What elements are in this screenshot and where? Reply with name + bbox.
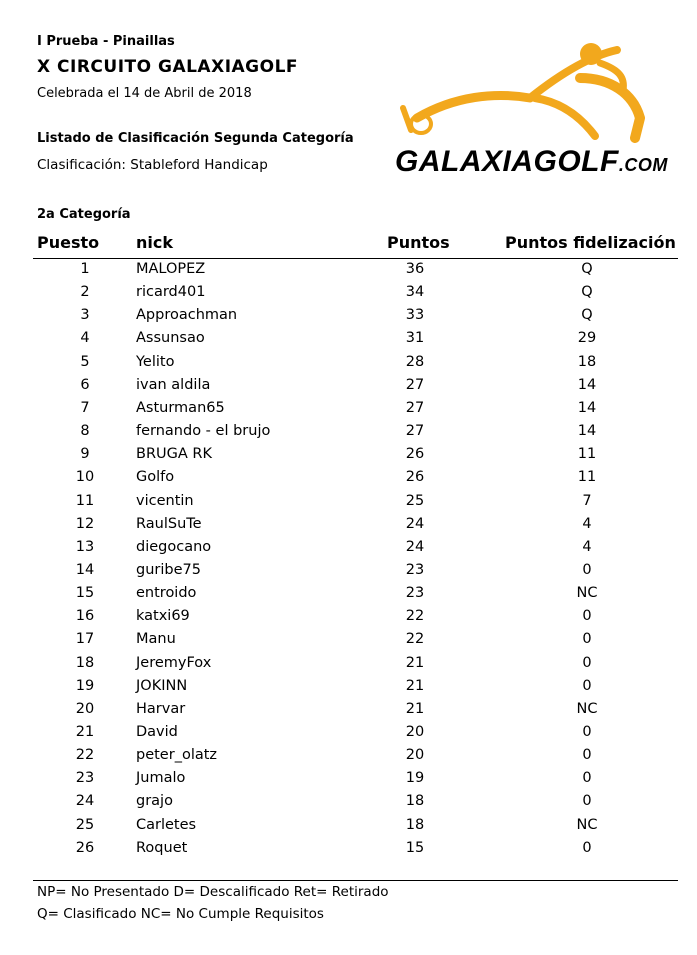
- position-cell: 26: [75, 839, 95, 856]
- table-row: [33, 607, 678, 630]
- position-cell: 20: [75, 700, 95, 717]
- category-label: 2a Categoría: [37, 207, 131, 222]
- table-row: [33, 468, 678, 491]
- table-row: [33, 792, 678, 815]
- loyalty-points-cell: 14: [577, 376, 597, 393]
- golfer-head-icon: [580, 43, 602, 65]
- nick-cell: Carletes: [136, 816, 197, 833]
- position-cell: 25: [75, 816, 95, 833]
- position-cell: 3: [80, 307, 90, 324]
- loyalty-points-cell: 29: [577, 330, 597, 347]
- points-cell: 23: [405, 561, 425, 578]
- nick-cell: David: [136, 724, 178, 740]
- golfer-swing-graphic: [403, 50, 640, 138]
- points-cell: 34: [405, 284, 425, 301]
- nick-cell: BRUGA RK: [136, 446, 212, 463]
- nick-cell: grajo: [136, 793, 173, 810]
- logo-wordmark: GALAXIAGOLF.COM: [395, 145, 668, 178]
- table-row: [33, 723, 678, 746]
- points-cell: 27: [405, 423, 425, 440]
- position-cell: 17: [75, 631, 95, 648]
- points-cell: 20: [405, 747, 425, 764]
- table-row: [33, 654, 678, 677]
- galaxiagolf-logo: [395, 38, 670, 188]
- position-cell: 22: [75, 747, 95, 764]
- loyalty-points-cell: 18: [577, 353, 597, 370]
- table-row: [33, 399, 678, 422]
- position-cell: 23: [75, 770, 95, 787]
- legend-line-2: Q= Clasificado NC= No Cumple Requisitos: [37, 906, 324, 922]
- loyalty-points-cell: 11: [577, 469, 597, 486]
- position-cell: 2: [80, 284, 90, 301]
- event-title: I Prueba - Pinaillas: [37, 34, 175, 49]
- loyalty-points-cell: 0: [582, 839, 592, 856]
- loyalty-points-cell: Q: [581, 307, 593, 324]
- position-cell: 18: [75, 654, 95, 671]
- points-cell: 26: [405, 469, 425, 486]
- table-row: [33, 422, 678, 445]
- loyalty-points-cell: 4: [582, 515, 592, 532]
- table-row: [33, 376, 678, 399]
- position-cell: 8: [80, 423, 90, 440]
- table-row: [33, 260, 678, 283]
- loyalty-points-cell: 11: [577, 446, 597, 463]
- points-cell: 22: [405, 608, 425, 625]
- table-row: [33, 584, 678, 607]
- listing-title: Listado de Clasificación Segunda Categoría: [37, 131, 354, 146]
- position-cell: 1: [80, 261, 90, 277]
- nick-cell: Roquet: [136, 839, 188, 856]
- loyalty-points-cell: 0: [582, 770, 592, 787]
- nick-cell: Assunsao: [136, 330, 205, 347]
- points-cell: 27: [405, 399, 425, 416]
- points-cell: 25: [405, 492, 425, 509]
- position-cell: 21: [75, 724, 95, 740]
- nick-cell: katxi69: [136, 608, 190, 625]
- position-cell: 7: [80, 399, 90, 416]
- table-row: [33, 538, 678, 561]
- points-cell: 27: [405, 376, 425, 393]
- position-cell: 9: [80, 446, 90, 463]
- points-cell: 21: [405, 654, 425, 671]
- points-cell: 20: [405, 724, 425, 740]
- circuit-title: X CIRCUITO GALAXIAGOLF: [37, 57, 299, 77]
- position-cell: 4: [80, 330, 90, 347]
- loyalty-points-cell: Q: [581, 261, 593, 277]
- nick-cell: ivan aldila: [136, 376, 211, 393]
- table-row: [33, 630, 678, 653]
- loyalty-points-cell: 14: [577, 423, 597, 440]
- loyalty-points-cell: 14: [577, 399, 597, 416]
- table-row: [33, 816, 678, 839]
- position-cell: 14: [75, 561, 95, 578]
- points-cell: 24: [405, 515, 425, 532]
- points-cell: 22: [405, 631, 425, 648]
- points-cell: 24: [405, 538, 425, 555]
- points-cell: 23: [405, 585, 425, 602]
- table-row: [33, 839, 678, 862]
- col-header-loyalty: Puntos fidelización: [505, 233, 676, 252]
- points-cell: 33: [405, 307, 425, 324]
- nick-cell: ricard401: [136, 284, 206, 301]
- nick-cell: JeremyFox: [136, 654, 212, 671]
- nick-cell: fernando - el brujo: [136, 423, 271, 440]
- nick-cell: entroido: [136, 585, 197, 602]
- table-row: [33, 283, 678, 306]
- loyalty-points-cell: NC: [576, 585, 598, 602]
- table-row: [33, 515, 678, 538]
- nick-cell: guribe75: [136, 561, 201, 578]
- header-divider: [33, 258, 678, 259]
- points-cell: 21: [405, 700, 425, 717]
- points-cell: 19: [405, 770, 425, 787]
- classification-type: Clasificación: Stableford Handicap: [37, 157, 268, 173]
- points-cell: 26: [405, 446, 425, 463]
- loyalty-points-cell: NC: [576, 816, 598, 833]
- table-row: [33, 677, 678, 700]
- position-cell: 6: [80, 376, 90, 393]
- position-cell: 16: [75, 608, 95, 625]
- col-header-pos: Puesto: [37, 233, 100, 252]
- loyalty-points-cell: NC: [576, 700, 598, 717]
- points-cell: 21: [405, 677, 425, 694]
- nick-cell: Asturman65: [136, 399, 225, 416]
- nick-cell: Golfo: [136, 469, 175, 486]
- position-cell: 13: [75, 538, 95, 555]
- loyalty-points-cell: 0: [582, 654, 592, 671]
- legend-line-1: NP= No Presentado D= Descalificado Ret= Retirado: [37, 884, 389, 900]
- position-cell: 5: [80, 353, 90, 370]
- points-cell: 18: [405, 816, 425, 833]
- table-row: [33, 492, 678, 515]
- loyalty-points-cell: 0: [582, 608, 592, 625]
- table-row: [33, 561, 678, 584]
- loyalty-points-cell: 4: [582, 538, 592, 555]
- nick-cell: Harvar: [136, 700, 186, 717]
- nick-cell: RaulSuTe: [136, 515, 202, 532]
- loyalty-points-cell: 0: [582, 631, 592, 648]
- points-cell: 18: [405, 793, 425, 810]
- col-header-nick: nick: [136, 233, 173, 252]
- loyalty-points-cell: 7: [582, 492, 592, 509]
- nick-cell: diegocano: [136, 538, 212, 555]
- position-cell: 10: [75, 469, 95, 486]
- nick-cell: vicentin: [136, 492, 194, 509]
- table-row: [33, 306, 678, 329]
- points-cell: 28: [405, 353, 425, 370]
- position-cell: 24: [75, 793, 95, 810]
- table-row: [33, 329, 678, 352]
- nick-cell: MALOPEZ: [136, 261, 206, 277]
- nick-cell: Yelito: [136, 353, 175, 370]
- col-header-points: Puntos: [387, 233, 450, 252]
- nick-cell: JOKINN: [136, 677, 188, 694]
- points-cell: 31: [405, 330, 425, 347]
- nick-cell: Manu: [136, 631, 176, 648]
- points-cell: 15: [405, 839, 425, 856]
- position-cell: 19: [75, 677, 95, 694]
- position-cell: 11: [75, 492, 95, 509]
- table-row: [33, 700, 678, 723]
- nick-cell: Approachman: [136, 307, 238, 324]
- loyalty-points-cell: 0: [582, 793, 592, 810]
- points-cell: 36: [405, 261, 425, 277]
- table-row: [33, 746, 678, 769]
- table-row: [33, 353, 678, 376]
- loyalty-points-cell: Q: [581, 284, 593, 301]
- nick-cell: Jumalo: [136, 770, 186, 787]
- loyalty-points-cell: 0: [582, 724, 592, 740]
- table-row: [33, 445, 678, 468]
- loyalty-points-cell: 0: [582, 561, 592, 578]
- event-date: Celebrada el 14 de Abril de 2018: [37, 86, 252, 101]
- loyalty-points-cell: 0: [582, 677, 592, 694]
- table-row: [33, 769, 678, 792]
- nick-cell: peter_olatz: [136, 747, 218, 764]
- position-cell: 12: [75, 515, 95, 532]
- position-cell: 15: [75, 585, 95, 602]
- loyalty-points-cell: 0: [582, 747, 592, 764]
- footer-divider: [33, 880, 678, 881]
